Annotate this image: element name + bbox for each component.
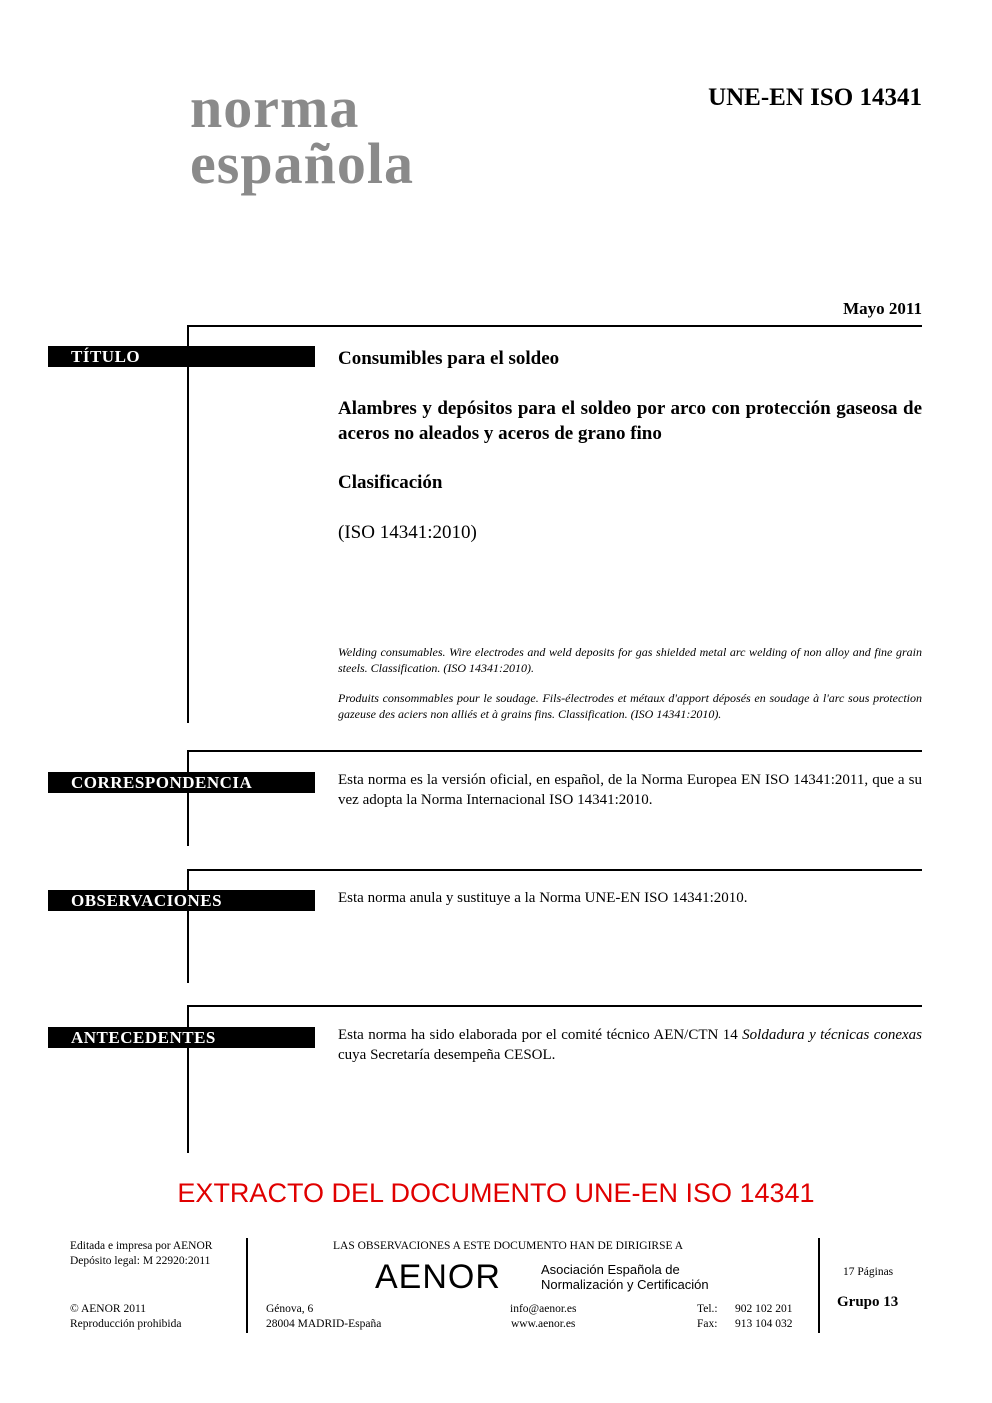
section-rule-observaciones xyxy=(187,869,189,983)
footer-deposit: Depósito legal: M 22920:2011 xyxy=(70,1255,211,1267)
extract-notice: EXTRACTO DEL DOCUMENTO UNE-EN ISO 14341 xyxy=(177,1178,815,1208)
standard-code: UNE-EN ISO 14341 xyxy=(708,84,922,111)
section-label-correspondencia: CORRESPONDENCIA xyxy=(48,772,315,793)
footer-email[interactable]: info@aenor.es xyxy=(510,1303,577,1315)
antecedentes-text-end: cuya Secretaría desempeña CESOL. xyxy=(338,1047,556,1063)
footer-address-line-1: Génova, 6 xyxy=(266,1303,314,1315)
title-french: Produits consommables pour le soudage. Fils-électrodes et métaux d'apport déposés en soudage à l'arc sous protection gazeuse des aciers non alliés et à grains fins. Classification. (ISO 14341:2010). xyxy=(338,691,922,721)
observaciones-text: Esta norma anula y sustituye a la Norma UNE-EN ISO 14341:2010. xyxy=(338,890,748,906)
section-rule-titulo xyxy=(187,325,189,723)
aenor-association-line-1: Asociación Española de xyxy=(541,1262,680,1277)
footer-tel-label: Tel.: xyxy=(697,1303,718,1315)
antecedentes-text xyxy=(338,1025,922,1065)
footer-fax: 913 104 032 xyxy=(735,1318,793,1330)
footer-divider-right xyxy=(818,1238,820,1333)
page-count: 17 Páginas xyxy=(843,1266,894,1278)
footer-web[interactable]: www.aenor.es xyxy=(511,1318,576,1330)
aenor-association-line-2: Normalización y Certificación xyxy=(541,1277,709,1292)
brand-line-1: norma xyxy=(190,75,360,140)
section-divider-antecedentes xyxy=(188,1005,922,1007)
title-line-4: (ISO 14341:2010) xyxy=(338,522,477,543)
correspondencia-text: Esta norma es la versión oficial, en español, de la Norma Europea EN ISO 14341:2011, que a su vez adopta la Norma Internacional ISO 14341:2010. xyxy=(338,772,922,808)
footer-observations-header: LAS OBSERVACIONES A ESTE DOCUMENTO HAN DE DIRIGIRSE A xyxy=(333,1240,684,1252)
antecedentes-text-start: Esta norma ha sido elaborada por el comité técnico AEN/CTN 14 xyxy=(338,1027,743,1043)
section-rule-correspondencia xyxy=(187,750,189,846)
price-group: Grupo 13 xyxy=(837,1294,899,1310)
section-label-observaciones: OBSERVACIONES xyxy=(48,890,315,911)
section-divider-observaciones xyxy=(188,869,922,871)
brand-line-2: española xyxy=(190,131,414,196)
antecedentes-committee-name: Soldadura y técnicas conexas xyxy=(742,1027,923,1043)
title-line-1: Consumibles para el soldeo xyxy=(338,348,560,369)
aenor-association-name xyxy=(541,1262,709,1292)
title-line-2: Alambres y depósitos para el soldeo por arco con protección gaseosa de aceros no aleados y aceros de grano fino xyxy=(338,398,922,444)
title-line-3: Clasificación xyxy=(338,472,443,493)
publication-date: Mayo 2011 xyxy=(843,299,922,318)
footer-address-line-2: 28004 MADRID-España xyxy=(266,1318,382,1330)
footer-divider-left xyxy=(246,1238,248,1333)
section-divider-correspondencia xyxy=(188,750,922,752)
footer-edited: Editada e impresa por AENOR xyxy=(70,1240,213,1252)
section-divider-titulo xyxy=(188,325,922,327)
footer-tel: 902 102 201 xyxy=(735,1303,793,1315)
title-english: Welding consumables. Wire electrodes and weld deposits for gas shielded metal arc welding of non alloy and fine grain steels. Classification. (ISO 14341:2010). xyxy=(338,645,922,675)
footer-reproduction: Reproducción prohibida xyxy=(70,1318,182,1330)
footer-copyright: © AENOR 2011 xyxy=(70,1303,147,1315)
section-label-titulo: TÍTULO xyxy=(48,346,315,367)
section-label-antecedentes: ANTECEDENTES xyxy=(48,1027,315,1048)
footer-fax-label: Fax: xyxy=(697,1318,718,1330)
brand-title xyxy=(190,75,414,196)
aenor-logo: AENOR xyxy=(375,1258,501,1296)
